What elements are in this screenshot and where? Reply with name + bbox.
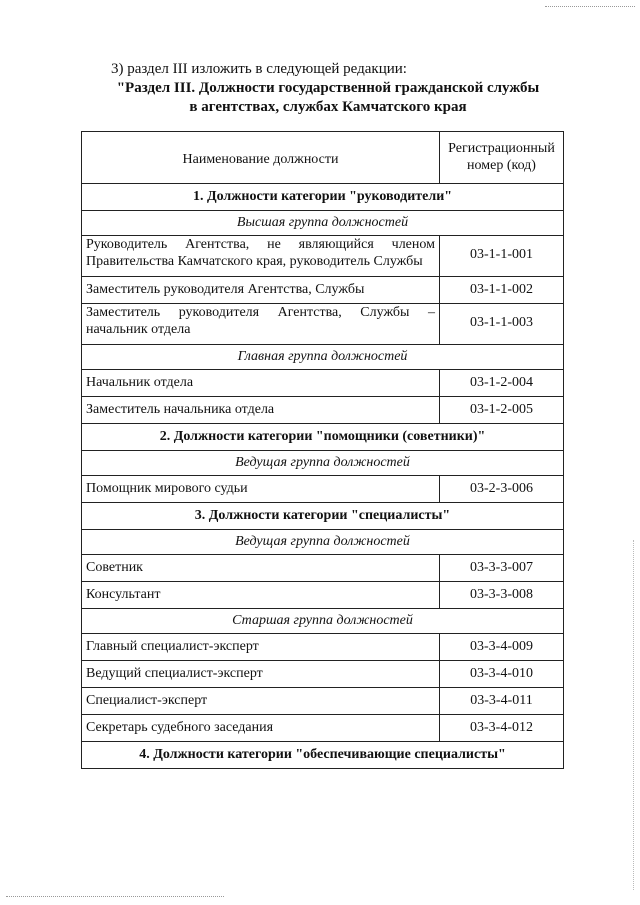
registration-code: 03-2-3-006: [440, 476, 564, 503]
positions-table: [81, 131, 564, 769]
table-row: [82, 715, 564, 742]
registration-code: 03-1-1-003: [440, 304, 564, 345]
group-row: [82, 345, 564, 370]
registration-code: 03-1-1-002: [440, 277, 564, 304]
group-title: Высшая группа должностей: [82, 211, 564, 236]
table-row: [82, 236, 564, 277]
header-registration-code: Регистрационный номер (код): [440, 132, 564, 184]
group-row: [82, 451, 564, 476]
table-row: [82, 397, 564, 424]
group-title: Главная группа должностей: [82, 345, 564, 370]
position-name: Начальник отдела: [82, 370, 440, 397]
table-row: [82, 370, 564, 397]
table-row: [82, 476, 564, 503]
scan-edge-bottom: [6, 896, 224, 897]
table-row: [82, 304, 564, 345]
registration-code: 03-3-3-008: [440, 582, 564, 609]
scan-edge-top: [545, 6, 635, 7]
group-row: [82, 609, 564, 634]
position-name: Заместитель начальника отдела: [82, 397, 440, 424]
scan-edge-right: [633, 540, 634, 890]
table-row: [82, 688, 564, 715]
intro-paragraph: 3) раздел III изложить в следующей редакции:: [111, 61, 407, 77]
position-name: Советник: [82, 555, 440, 582]
table-row: [82, 555, 564, 582]
registration-code: 03-3-4-010: [440, 661, 564, 688]
group-title: Старшая группа должностей: [82, 609, 564, 634]
position-name: Помощник мирового судьи: [82, 476, 440, 503]
group-row: [82, 211, 564, 236]
category-row: [82, 503, 564, 530]
category-title: 1. Должности категории "руководители": [82, 184, 564, 211]
position-name: Специалист-эксперт: [82, 688, 440, 715]
position-name: Консультант: [82, 582, 440, 609]
registration-code: 03-1-1-001: [440, 236, 564, 277]
group-title: Ведущая группа должностей: [82, 451, 564, 476]
header-position-name: Наименование должности: [82, 132, 440, 184]
position-name: Главный специалист-эксперт: [82, 634, 440, 661]
table-header-row: [82, 132, 564, 184]
table-row: [82, 634, 564, 661]
position-name: Заместитель руководителя Агентства, Службы – начальник отдела: [82, 304, 440, 345]
table-row: [82, 582, 564, 609]
category-title: 4. Должности категории "обеспечивающие специалисты": [82, 742, 564, 769]
category-row: [82, 424, 564, 451]
registration-code: 03-3-3-007: [440, 555, 564, 582]
section-title-line-1: "Раздел III. Должности государственной гражданской службы: [116, 80, 540, 96]
registration-code: 03-3-4-011: [440, 688, 564, 715]
group-title: Ведущая группа должностей: [82, 530, 564, 555]
positions-table-body: [82, 132, 564, 769]
table-row: [82, 661, 564, 688]
category-title: 3. Должности категории "специалисты": [82, 503, 564, 530]
position-name: Секретарь судебного заседания: [82, 715, 440, 742]
position-name: Заместитель руководителя Агентства, Службы: [82, 277, 440, 304]
position-name: Руководитель Агентства, не являющийся членом Правительства Камчатского края, руководитель Службы: [82, 236, 440, 277]
group-row: [82, 530, 564, 555]
category-row: [82, 742, 564, 769]
registration-code: 03-1-2-005: [440, 397, 564, 424]
category-title: 2. Должности категории "помощники (советники)": [82, 424, 564, 451]
table-row: [82, 277, 564, 304]
registration-code: 03-1-2-004: [440, 370, 564, 397]
section-title-line-2: в агентствах, службах Камчатского края: [189, 99, 467, 115]
position-name: Ведущий специалист-эксперт: [82, 661, 440, 688]
registration-code: 03-3-4-012: [440, 715, 564, 742]
registration-code: 03-3-4-009: [440, 634, 564, 661]
category-row: [82, 184, 564, 211]
